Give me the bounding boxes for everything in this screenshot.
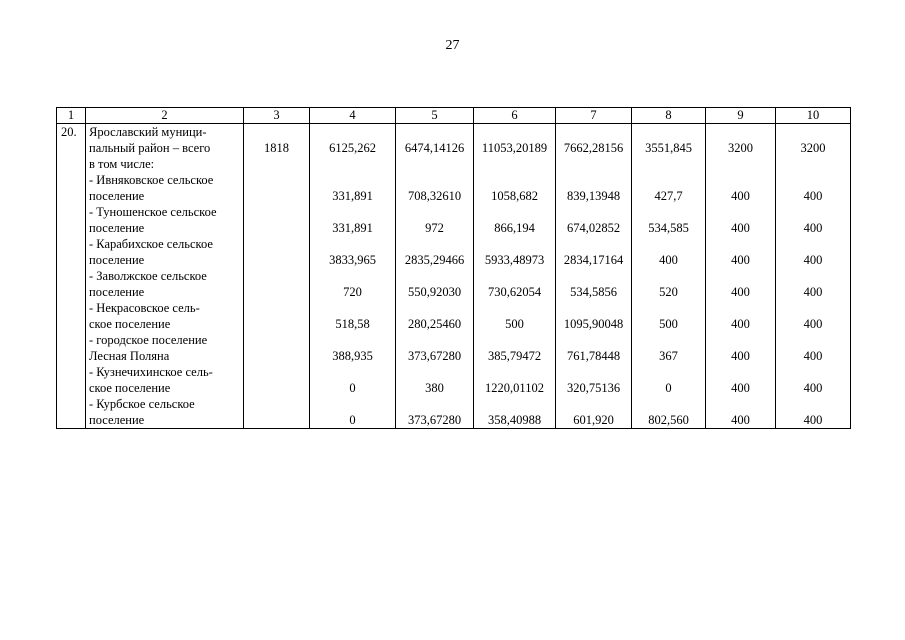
blank-line [244, 236, 309, 252]
column-header: 3 [244, 108, 310, 124]
blank-line [556, 124, 631, 140]
column-4-values [310, 124, 396, 429]
blank-line [310, 124, 395, 140]
table-cell-value: 500 [659, 317, 678, 331]
table-cell-value: 708,32610 [407, 189, 462, 203]
table-cell-value: 730,62054 [487, 285, 542, 299]
table-cell-value: 367 [659, 349, 678, 363]
district-name-line: - Курбское сельское [89, 397, 195, 411]
blank-line [776, 172, 850, 188]
blank-line [706, 332, 775, 348]
table-cell-value: 400 [803, 253, 823, 267]
blank-line [556, 300, 631, 316]
table-cell-value: 11053,20189 [481, 141, 548, 155]
blank-line [632, 124, 705, 140]
table-cell-value: 674,02852 [566, 221, 621, 235]
table-cell-value: 400 [803, 221, 823, 235]
table-cell-value: 400 [803, 285, 823, 299]
table-cell-value: 3200 [728, 141, 753, 155]
blank-line [556, 236, 631, 252]
blank-line [706, 364, 775, 380]
table-cell-value: 720 [343, 285, 362, 299]
blank-line [706, 396, 775, 412]
column-7-values [556, 124, 632, 429]
table-cell-value: 400 [731, 253, 750, 267]
table-cell-value: 400 [731, 381, 750, 395]
blank-line [632, 396, 705, 412]
table-cell-value: 7662,28156 [563, 141, 624, 155]
table-cell-value [244, 220, 309, 236]
blank-line [556, 156, 631, 172]
table-cell-value: 388,935 [332, 349, 373, 363]
table-cell-value: 373,67280 [407, 413, 462, 427]
blank-line [474, 124, 555, 140]
blank-line [556, 396, 631, 412]
table-cell-value: 400 [803, 349, 823, 363]
table-cell-value: 331,891 [332, 189, 373, 203]
blank-line [310, 172, 395, 188]
table-cell-value: 400 [731, 221, 750, 235]
table-cell-value: 3833,965 [329, 253, 376, 267]
blank-line [556, 268, 631, 284]
blank-line [556, 172, 631, 188]
table-cell-value: 320,75136 [566, 381, 621, 395]
blank-line [706, 124, 775, 140]
blank-line [244, 268, 309, 284]
district-name-line: поселение [89, 189, 145, 203]
blank-line [776, 156, 850, 172]
table-cell-value [244, 252, 309, 268]
district-name-line: пальный район – всего [89, 141, 211, 155]
blank-line [632, 204, 705, 220]
district-name-line: - Карабихское сельское [89, 237, 213, 251]
blank-line [244, 332, 309, 348]
blank-line [310, 156, 395, 172]
column-header: 6 [474, 108, 556, 124]
blank-line [244, 396, 309, 412]
column-10-values [776, 124, 851, 429]
table-cell-value [244, 284, 309, 300]
blank-line [556, 364, 631, 380]
table-cell-value: 761,78448 [566, 349, 621, 363]
blank-line [396, 236, 473, 252]
blank-line [396, 364, 473, 380]
blank-line [632, 236, 705, 252]
blank-line [396, 396, 473, 412]
table-header-row [57, 108, 851, 124]
district-name-line: Лесная Поляна [89, 349, 170, 363]
table-cell-value: 385,79472 [487, 349, 542, 363]
blank-line [396, 268, 473, 284]
table-cell-value [244, 188, 309, 204]
blank-line [632, 364, 705, 380]
table-cell-value: 3551,845 [645, 141, 692, 155]
table-cell-value: 400 [803, 317, 823, 331]
table-cell-value: 0 [349, 381, 356, 395]
district-name-line: поселение [89, 253, 145, 267]
district-name-line: ское поселение [89, 317, 171, 331]
blank-line [474, 172, 555, 188]
table-cell-value: 373,67280 [407, 349, 462, 363]
table-cell-value: 358,40988 [487, 413, 542, 427]
table-cell-value: 601,920 [573, 413, 614, 427]
blank-line [310, 236, 395, 252]
blank-line [474, 236, 555, 252]
table-cell-value: 1220,01102 [485, 381, 544, 395]
column-header: 10 [776, 108, 851, 124]
column-header: 5 [396, 108, 474, 124]
blank-line [776, 364, 850, 380]
table-cell-value [244, 412, 309, 428]
table-cell-value: 400 [659, 253, 678, 267]
table-cell-value: 1058,682 [491, 189, 538, 203]
column-6-values [474, 124, 556, 429]
blank-line [776, 396, 850, 412]
blank-line [776, 268, 850, 284]
page-number: 27 [445, 38, 460, 53]
table-cell-value: 1095,90048 [563, 317, 624, 331]
blank-line [244, 300, 309, 316]
blank-line [310, 332, 395, 348]
blank-line [310, 268, 395, 284]
table-cell-value: 802,560 [648, 413, 689, 427]
data-table [56, 107, 851, 429]
table-cell-value: 400 [731, 189, 750, 203]
blank-line [474, 332, 555, 348]
district-name-line: - Заволжское сельское [89, 269, 207, 283]
blank-line [632, 172, 705, 188]
blank-line [632, 332, 705, 348]
district-name-line: ское поселение [89, 381, 171, 395]
blank-line [244, 156, 309, 172]
district-name-column [86, 124, 244, 429]
blank-line [632, 268, 705, 284]
column-8-values [632, 124, 706, 429]
blank-line [776, 124, 850, 140]
table-cell-value: 500 [505, 317, 524, 331]
blank-line [474, 156, 555, 172]
table-cell-value: 400 [731, 285, 750, 299]
row-index: 20. [57, 124, 86, 429]
blank-line [706, 300, 775, 316]
table-cell-value: 6125,262 [329, 141, 376, 155]
column-3-values [244, 124, 310, 429]
table-cell-value: 400 [731, 317, 750, 331]
blank-line [474, 204, 555, 220]
table-cell-value: 2834,17164 [563, 253, 624, 267]
blank-line [474, 396, 555, 412]
table-cell-value: 0 [349, 413, 356, 427]
table-cell-value: 1818 [264, 141, 289, 155]
table-cell-value [244, 380, 309, 396]
blank-line [396, 124, 473, 140]
blank-line [396, 300, 473, 316]
blank-line [244, 364, 309, 380]
blank-line [632, 300, 705, 316]
blank-line [244, 204, 309, 220]
table-cell-value: 400 [731, 349, 750, 363]
table-cell-value: 518,58 [335, 317, 370, 331]
blank-line [396, 172, 473, 188]
table-cell-value: 534,585 [648, 221, 689, 235]
blank-line [776, 332, 850, 348]
table-cell-value [244, 348, 309, 364]
table-cell-value: 839,13948 [566, 189, 621, 203]
district-name-line: поселение [89, 285, 145, 299]
blank-line [310, 204, 395, 220]
district-name-line: поселение [89, 413, 145, 427]
district-name-line: - Туношенское сельское [89, 205, 217, 219]
blank-line [244, 124, 309, 140]
blank-line [706, 236, 775, 252]
blank-line [706, 172, 775, 188]
blank-line [474, 300, 555, 316]
table-cell-value: 3200 [800, 141, 826, 155]
district-name-line: Ярославский муници- [89, 125, 207, 139]
blank-line [396, 332, 473, 348]
blank-line [776, 300, 850, 316]
table-cell-value: 550,92030 [407, 285, 462, 299]
column-header: 9 [706, 108, 776, 124]
column-header: 1 [57, 108, 86, 124]
blank-line [244, 172, 309, 188]
table-cell-value: 280,25460 [407, 317, 462, 331]
table-cell-value: 400 [731, 413, 750, 427]
table-cell-value: 0 [665, 381, 672, 395]
district-name-line: - Кузнечихинское сель- [89, 365, 213, 379]
blank-line [706, 204, 775, 220]
table-cell-value: 6474,14126 [404, 141, 465, 155]
column-5-values [396, 124, 474, 429]
blank-line [474, 268, 555, 284]
column-header: 4 [310, 108, 396, 124]
blank-line [776, 204, 850, 220]
table-cell-value: 400 [803, 413, 823, 427]
district-name-line: в том числе: [89, 157, 155, 171]
column-header: 7 [556, 108, 632, 124]
table-cell-value: 534,5856 [570, 285, 617, 299]
column-header: 8 [632, 108, 706, 124]
table-cell-value: 520 [659, 285, 678, 299]
blank-line [474, 364, 555, 380]
table-cell-value: 400 [803, 189, 823, 203]
blank-line [310, 364, 395, 380]
column-header: 2 [86, 108, 244, 124]
district-name-line: - Ивняковское сельское [89, 173, 214, 187]
blank-line [310, 300, 395, 316]
blank-line [776, 236, 850, 252]
table-cell-value: 866,194 [494, 221, 535, 235]
blank-line [556, 332, 631, 348]
table-cell-value: 400 [803, 381, 823, 395]
column-9-values [706, 124, 776, 429]
blank-line [556, 204, 631, 220]
table-cell-value: 427,7 [654, 189, 683, 203]
table-cell-value: 331,891 [332, 221, 373, 235]
blank-line [396, 204, 473, 220]
district-name-line: поселение [89, 221, 145, 235]
blank-line [706, 268, 775, 284]
district-name-line: - Некрасовское сель- [89, 301, 200, 315]
table-cell-value: 5933,48973 [484, 253, 545, 267]
blank-line [310, 396, 395, 412]
table-row [57, 124, 851, 429]
blank-line [396, 156, 473, 172]
district-name-line: - городское поселение [89, 333, 208, 347]
table-cell-value: 2835,29466 [404, 253, 465, 267]
blank-line [632, 156, 705, 172]
table-cell-value [244, 316, 309, 332]
table-cell-value: 380 [425, 381, 444, 395]
blank-line [706, 156, 775, 172]
table-cell-value: 972 [425, 221, 444, 235]
